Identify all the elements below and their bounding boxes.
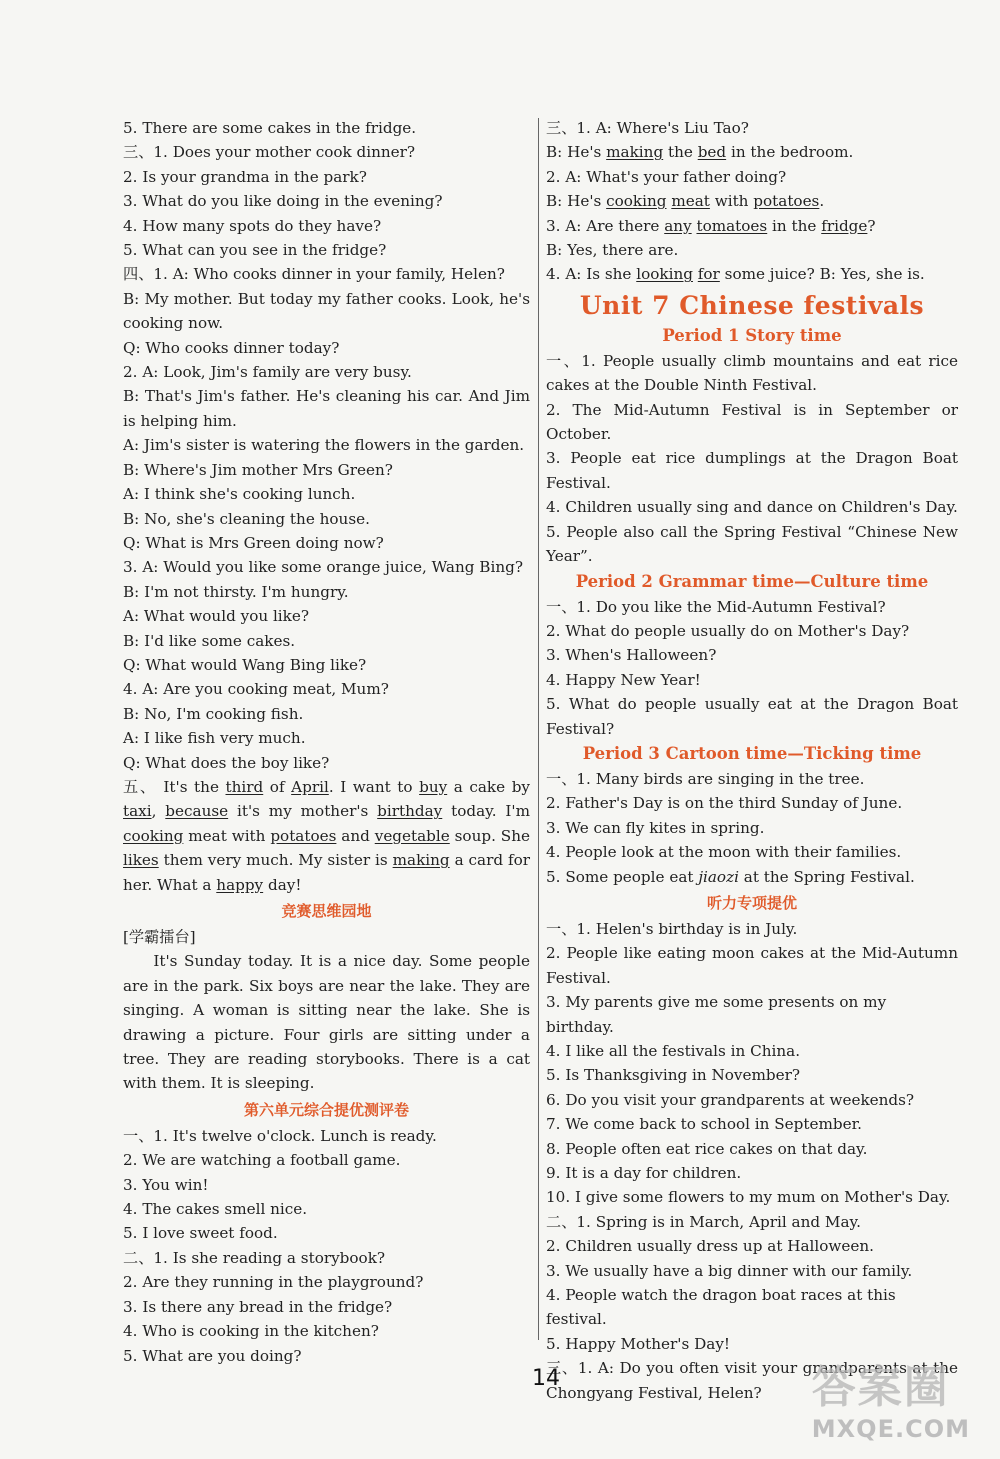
answer-line: 4. Children usually sing and dance on Children's Day.: [546, 498, 958, 517]
answer-line: [123, 775, 530, 897]
text-run: it's my mother's: [228, 802, 378, 821]
answer-line: 2. The Mid-Autumn Festival is in September or October.: [546, 400, 958, 444]
answer-line: 2. A: What's your father doing?: [546, 167, 787, 186]
answer-line: 3. We usually have a big dinner with our family.: [546, 1261, 913, 1280]
period-heading: Period 1 Story time: [662, 325, 842, 345]
answer-line: 5. What are you doing?: [123, 1346, 302, 1365]
text-run: jiaozi: [698, 867, 739, 886]
answer-line: 2. What do people usually do on Mother's Day?: [546, 621, 910, 640]
answer-line: A: I think she's cooking lunch.: [123, 485, 356, 504]
text-run: 5. Some people eat: [546, 867, 699, 886]
text-run: of: [263, 777, 292, 796]
answer-line: 4. The cakes smell nice.: [123, 1200, 308, 1219]
answer-line: A: What would you like?: [123, 607, 310, 626]
answer-line: 5. Is Thanksgiving in November?: [546, 1066, 801, 1085]
answer-line: [546, 140, 958, 164]
answer-blank: third: [225, 777, 264, 796]
text-run: ?: [867, 216, 876, 235]
watermark-url: MXQE.COM: [811, 1415, 970, 1443]
answer-line: 4. Who is cooking in the kitchen?: [123, 1322, 379, 1341]
page-number: 14: [532, 1366, 560, 1391]
answer-line: B: Yes, there are.: [546, 241, 679, 260]
section-heading: 听力专项提优: [706, 893, 797, 912]
text-run: at the Spring Festival.: [738, 867, 915, 886]
answer-line: [546, 189, 958, 213]
right-column: [546, 116, 958, 1405]
answer-line: 3. We can fly kites in spring.: [546, 818, 765, 837]
answer-line: Q: Who cooks dinner today?: [123, 338, 340, 357]
answer-blank: potatoes: [753, 192, 820, 211]
answer-line: 2. Children usually dress up at Halloween.: [546, 1237, 874, 1256]
answer-line: 4. A: Are you cooking meat, Mum?: [123, 680, 389, 699]
answer-line: 2. Are they running in the playground?: [123, 1273, 424, 1292]
answer-line: 一、1. Helen's birthday is in July.: [546, 919, 798, 938]
answer-line: 5. People also call the Spring Festival “Chinese New Year”.: [546, 522, 958, 566]
answer-line: Q: What is Mrs Green doing now?: [123, 533, 384, 552]
answer-line: 2. A: Look, Jim's family are very busy.: [123, 363, 412, 382]
text-run: B: He's: [546, 192, 607, 211]
text-run: meat with: [183, 826, 271, 845]
answer-blank: fridge: [821, 216, 868, 235]
answer-blank: meat: [671, 192, 710, 211]
answer-line: 一、1. People usually climb mountains and eat rice cakes at the Double Ninth Festival.: [546, 351, 958, 395]
text-run: .: [819, 192, 825, 211]
text-run: 4. A: Is she: [546, 265, 637, 284]
answer-line: Q: What does the boy like?: [123, 753, 330, 772]
text-run: a card for her. What a: [123, 851, 531, 894]
answer-line: 5. What do people usually eat at the Dragon Boat Festival?: [546, 695, 958, 738]
answer-blank: taxi: [123, 802, 152, 821]
text-run: the: [663, 143, 698, 162]
section-heading: 竞赛思维园地: [281, 902, 372, 920]
text-run: today. I'm: [442, 802, 530, 821]
answer-line: 四、1. A: Who cooks dinner in your family, Helen?: [123, 265, 505, 284]
period-heading: Period 2 Grammar time—Culture time: [575, 571, 929, 591]
text-run: some juice? B: Yes, she is.: [719, 265, 925, 284]
answer-blank: happy: [216, 875, 264, 894]
answer-line: 三、1. A: Where's Liu Tao?: [546, 119, 749, 137]
answer-line: 4. Happy New Year!: [546, 670, 701, 689]
answer-line: 二、1. Spring is in March, April and May.: [546, 1212, 861, 1231]
answer-line: 2. People like eating moon cakes at the Mid-Autumn Festival.: [546, 944, 958, 987]
text-run: a cake by: [447, 777, 530, 796]
answer-blank: April: [291, 777, 329, 796]
section-heading: 第六单元综合提优测评卷: [243, 1100, 409, 1119]
answer-line: B: That's Jim's father. He's cleaning his car. And Jim is helping him.: [123, 387, 530, 430]
answer-line: [546, 214, 958, 238]
answer-line: 2. Father's Day is on the third Sunday of June.: [546, 794, 903, 813]
answer-line: 7. We come back to school in September.: [546, 1115, 863, 1134]
answer-line: It's Sunday today. It is a nice day. Some people are in the park. Six boys are near the lake. They are singing. A woman is sitting near the lake. She is drawing a picture. Four girls are sitting under a tree. They are reading storybooks. There is a cat with them. It is sleeping.: [123, 952, 530, 1093]
answer-line: 10. I give some flowers to my mum on Mother's Day.: [546, 1188, 951, 1207]
answer-line: B: No, I'm cooking fish.: [123, 704, 304, 723]
answer-line: 3. People eat rice dumplings at the Dragon Boat Festival.: [546, 449, 958, 492]
answer-line: 三、1. A: Do you often visit your grandparents at the Chongyang Festival, Helen?: [546, 1359, 958, 1402]
text-run: soup. She: [449, 826, 530, 845]
answer-line: 5. What can you see in the fridge?: [123, 241, 387, 260]
answer-blank: looking: [636, 265, 693, 284]
answer-line: A: Jim's sister is watering the flowers in the garden.: [123, 436, 525, 455]
answer-line: 2. We are watching a football game.: [123, 1151, 401, 1170]
answer-line: 一、1. Many birds are singing in the tree.: [546, 769, 865, 788]
text-run: them very much. My sister is: [158, 851, 393, 870]
watermark-logo: [812, 1351, 970, 1443]
column-divider: [538, 118, 539, 1340]
answer-line: 二、1. Is she reading a storybook?: [123, 1248, 386, 1267]
answer-line: 5. Happy Mother's Day!: [546, 1334, 731, 1353]
answer-line: B: I'm not thirsty. I'm hungry.: [123, 582, 349, 601]
answer-line: 3. Is there any bread in the fridge?: [123, 1297, 393, 1316]
answer-blank: bed: [697, 143, 727, 162]
answer-line: 三、1. Does your mother cook dinner?: [123, 143, 416, 162]
answer-line: 3. My parents give me some presents on my birthday.: [546, 993, 887, 1036]
answer-line: 3. You win!: [123, 1175, 209, 1194]
answer-blank: birthday: [377, 802, 443, 821]
answer-line: [学霸擂台]: [123, 928, 196, 946]
answer-blank: vegetable: [374, 826, 450, 845]
text-run: 五、 It's the: [123, 777, 226, 796]
answer-line: A: I like fish very much.: [123, 729, 306, 748]
answer-line: [546, 865, 958, 889]
left-column: [123, 116, 530, 1368]
answer-blank: potatoes: [270, 826, 337, 845]
text-run: in the bedroom.: [726, 143, 854, 162]
text-run: 3. A: Are there: [546, 216, 665, 235]
answer-blank: likes: [123, 851, 159, 870]
answer-blank: cooking: [123, 826, 184, 845]
answer-line: [546, 262, 958, 286]
text-run: in the: [767, 216, 822, 235]
answer-line: 一、1. It's twelve o'clock. Lunch is ready.: [123, 1126, 437, 1145]
answer-blank: buy: [419, 777, 448, 796]
answer-blank: tomatoes: [696, 216, 768, 235]
answer-line: 4. How many spots do they have?: [123, 216, 382, 235]
answer-line: B: My mother. But today my father cooks. Look, he's cooking now.: [123, 289, 530, 333]
answer-line: 9. It is a day for children.: [546, 1164, 742, 1183]
answer-line: 4. People look at the moon with their families.: [546, 843, 902, 862]
answer-line: 3. When's Halloween?: [546, 646, 717, 665]
answer-line: Q: What would Wang Bing like?: [123, 655, 367, 674]
answer-line: B: Where's Jim mother Mrs Green?: [123, 460, 393, 479]
answer-line: 2. Is your grandma in the park?: [123, 167, 367, 186]
text-run: . I want to: [328, 777, 420, 796]
answer-line: 一、1. Do you like the Mid-Autumn Festival?: [546, 597, 886, 616]
answer-line: 5. There are some cakes in the fridge.: [123, 119, 417, 137]
text-run: with: [709, 192, 754, 211]
answer-line: 8. People often eat rice cakes on that day.: [546, 1139, 868, 1158]
watermark-cn: 答案圈: [811, 1362, 950, 1413]
answer-line: B: I'd like some cakes.: [123, 631, 296, 650]
text-run: and: [336, 826, 375, 845]
answer-line: 3. A: Would you like some orange juice, Wang Bing?: [123, 558, 523, 577]
answer-line: 6. Do you visit your grandparents at weekends?: [546, 1090, 915, 1109]
answer-blank: making: [606, 143, 664, 162]
answer-blank: any: [664, 216, 692, 235]
unit-title: Unit 7 Chinese festivals: [579, 290, 925, 320]
answer-line: B: No, she's cleaning the house.: [123, 509, 370, 528]
answer-blank: cooking: [606, 192, 667, 211]
answer-line: 3. What do you like doing in the evening?: [123, 192, 443, 211]
answer-blank: making: [392, 851, 450, 870]
text-run: day!: [263, 875, 302, 894]
answer-blank: because: [165, 802, 229, 821]
answer-blank: for: [697, 265, 720, 284]
text-run: B: He's: [546, 143, 607, 162]
answer-line: 4. People watch the dragon boat races at this festival.: [546, 1286, 896, 1329]
answer-line: 5. I love sweet food.: [123, 1224, 278, 1243]
answer-line: 4. I like all the festivals in China.: [546, 1042, 801, 1060]
text-run: ,: [151, 802, 166, 821]
period-heading: Period 3 Cartoon time—Ticking time: [582, 743, 922, 763]
